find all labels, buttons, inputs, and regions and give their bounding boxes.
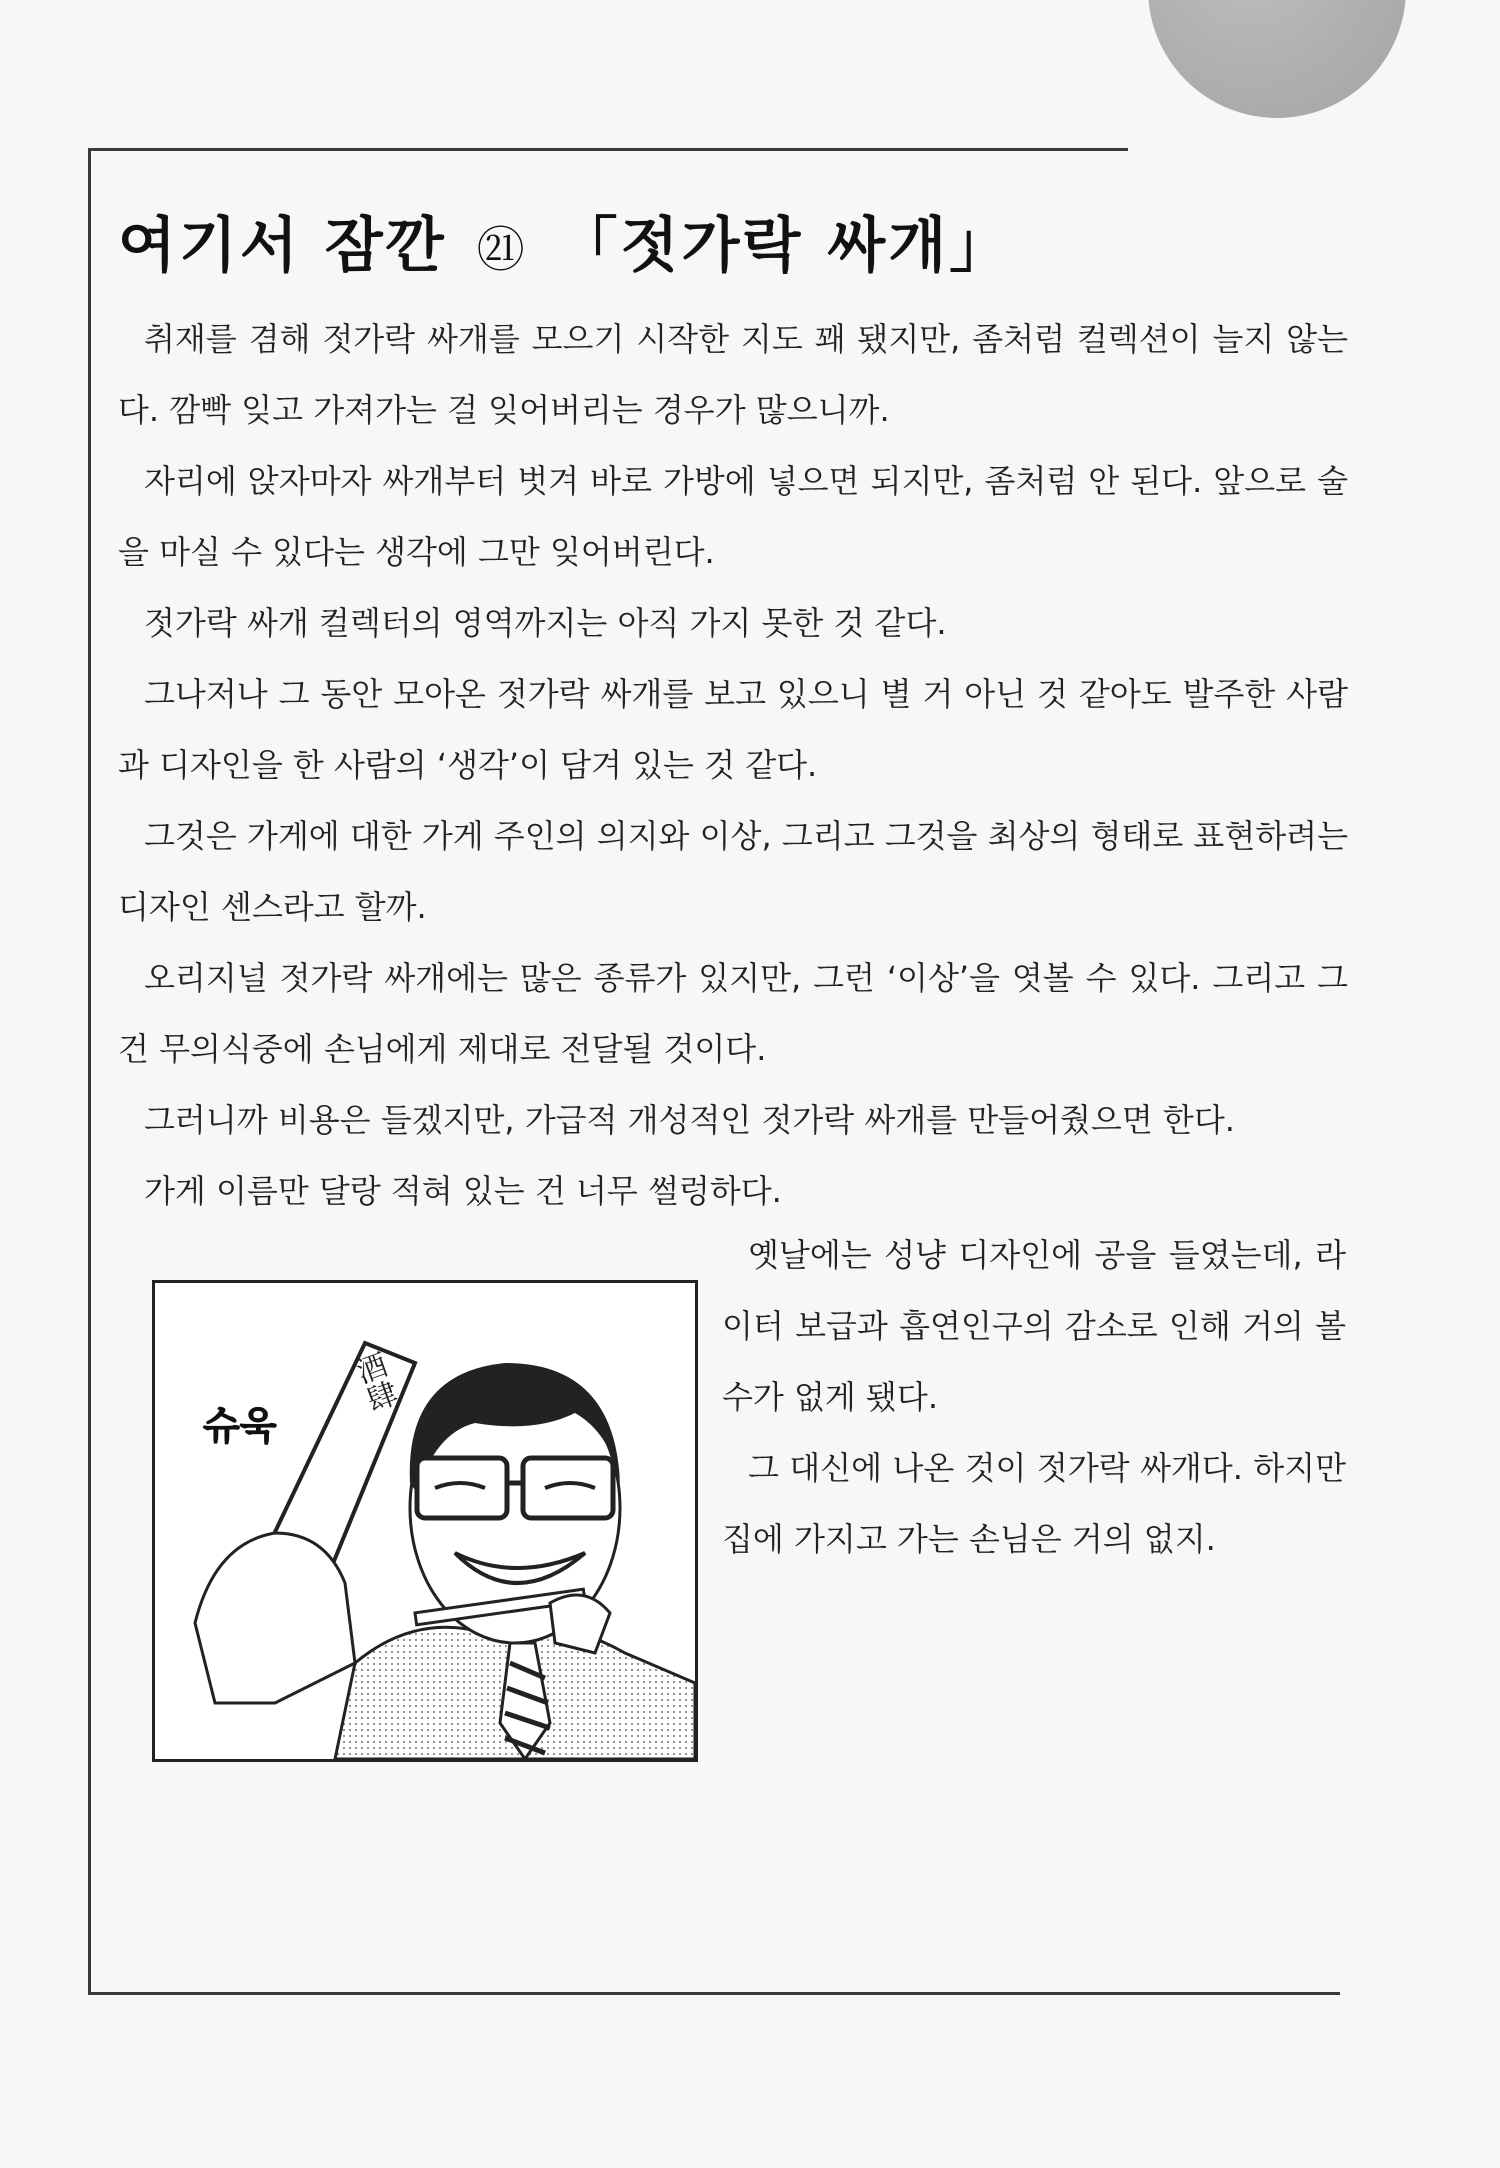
title-main: 여기서 잠깐 xyxy=(118,211,447,281)
paragraph: 오리지널 젓가락 싸개에는 많은 종류가 있지만, 그런 ‘이상’을 엿볼 수 있다. 그리고 그건 무의식중에 손님에게 제대로 전달될 것이다. xyxy=(118,959,1348,1068)
paragraph: 그것은 가게에 대한 가게 주인의 의지와 이상, 그리고 그것을 최상의 형태로 표현하려는 디자인 센스라고 할까. xyxy=(118,817,1348,926)
paragraph: 옛날에는 성냥 디자인에 공을 들였는데, 라이터 보급과 흡연인구의 감소로 인해 거의 볼 수가 없게 됐다. xyxy=(722,1236,1346,1416)
cartoon-drawing xyxy=(155,1283,695,1759)
title-number: ㉑ xyxy=(476,222,528,278)
paragraph: 젓가락 싸개 컬렉터의 영역까지는 아직 가지 못한 것 같다. xyxy=(144,604,947,642)
corner-circle-decoration xyxy=(1148,0,1406,118)
paragraph: 가게 이름만 달랑 적혀 있는 건 너무 썰렁하다. xyxy=(144,1172,782,1210)
cartoon-illustration xyxy=(152,1280,698,1762)
body-text xyxy=(118,304,1348,1227)
frame-left-rule xyxy=(88,148,91,1994)
frame-top-rule xyxy=(88,148,1128,151)
paragraph: 그러니까 비용은 들겠지만, 가급적 개성적인 젓가락 싸개를 만들어줬으면 한다. xyxy=(144,1101,1235,1139)
title-subject: 「젓가락 싸개」 xyxy=(557,211,1013,281)
sound-effect-text: 슈욱 xyxy=(203,1404,277,1448)
side-text xyxy=(722,1220,1346,1575)
paragraph: 취재를 겸해 젓가락 싸개를 모으기 시작한 지도 꽤 됐지만, 좀처럼 컬렉션이 늘지 않는다. 깜빡 잊고 가져가는 걸 잊어버리는 경우가 많으니까. xyxy=(118,320,1348,429)
paragraph: 자리에 앉자마자 싸개부터 벗겨 바로 가방에 넣으면 되지만, 좀처럼 안 된다. 앞으로 술을 마실 수 있다는 생각에 그만 잊어버린다. xyxy=(118,462,1348,571)
page-title xyxy=(118,198,1012,284)
paragraph: 그 대신에 나온 것이 젓가락 싸개다. 하지만 집에 가지고 가는 손님은 거의 없지. xyxy=(722,1449,1346,1558)
chopstick-wrapper-text: 酒肆 xyxy=(346,1348,401,1418)
frame-bottom-rule xyxy=(88,1992,1340,1995)
paragraph: 그나저나 그 동안 모아온 젓가락 싸개를 보고 있으니 별 거 아닌 것 같아도 발주한 사람과 디자인을 한 사람의 ‘생각’이 담겨 있는 것 같다. xyxy=(118,675,1348,784)
